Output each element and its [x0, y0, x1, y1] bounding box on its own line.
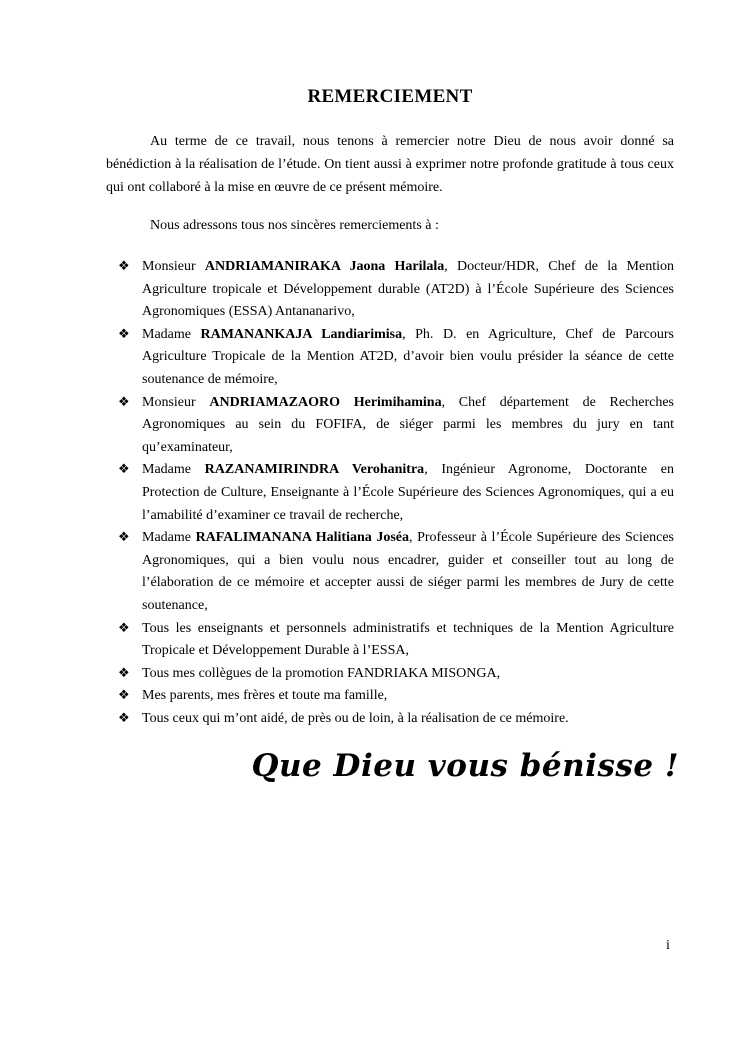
diamond-bullet-icon: ❖ — [118, 259, 130, 274]
closing-blessing: Que Dieu vous bénisse ! — [251, 748, 679, 784]
person-name: ANDRIAMAZAORO Herimihamina — [209, 394, 442, 410]
diamond-bullet-icon: ❖ — [118, 665, 130, 681]
acknowledgement-list — [118, 256, 674, 730]
person-name: RAFALIMANANA Halitiana Joséa — [195, 530, 410, 546]
list-item: ❖ Monsieur ANDRIAMAZAORO Herimihamina, Chef département de Recherches Agronomiques au sein du FOFIFA, de siéger parmi les membres du jury en tant qu’examinateur, — [118, 392, 674, 460]
list-item: ❖ Mes parents, mes frères et toute ma famille, — [118, 685, 674, 708]
person-name: RAMANANKAJA Landiarimisa — [200, 326, 403, 342]
diamond-bullet-icon: ❖ — [118, 462, 130, 478]
person-name: RAZANAMIRINDRA Verohanitra — [204, 462, 425, 478]
list-item: ❖ Madame RAFALIMANANA Halitiana Joséa, Professeur à l’École Supérieure des Sciences Agronomiques, qui a bien voulu nous encadrer, guider et conseiller tout au long de l’élaboration de ce mémoire et accepter aussi de siéger parmi les membres de Jury de cette soutenance, — [118, 527, 674, 617]
page-title: REMERCIEMENT — [307, 86, 473, 107]
diamond-bullet-icon: ❖ — [118, 394, 130, 410]
page-number: i — [666, 938, 670, 953]
list-item: ❖ Tous ceux qui m’ont aidé, de près ou de loin, à la réalisation de ce mémoire. — [118, 708, 674, 731]
list-item: ❖ Madame RAMANANKAJA Landiarimisa, Ph. D. en Agriculture, Chef de Parcours Agriculture Tropicale de la Mention AT2D, d’avoir bien voulu présider la séance de cette soutenance de mémoire, — [118, 324, 674, 392]
list-item: ❖ Monsieur ANDRIAMANIRAKA Jaona Harilala, Docteur/HDR, Chef de la Mention Agriculture tropicale et Développement durable (AT2D) à l’École Supérieure des Sciences Agronomiques (ESSA) Antananarivo, — [118, 256, 674, 324]
list-item: ❖ Madame RAZANAMIRINDRA Verohanitra, Ingénieur Agronome, Doctorante en Protection de Culture, Enseignante à l’École Supérieure des Sciences Agronomiques, qui a eu l’amabilité d’examiner ce travail de recherche, — [118, 459, 674, 527]
intro-paragraph: Au terme de ce travail, nous tenons à remercier notre Dieu de nous avoir donné sa bénédiction à la réalisation de l’étude. On tient aussi à exprimer notre profonde gratitude à tous ceux qui ont collaboré à la mise en œuvre de ce présent mémoire. — [106, 134, 674, 195]
diamond-bullet-icon: ❖ — [118, 530, 130, 546]
diamond-bullet-icon: ❖ — [118, 710, 130, 726]
diamond-bullet-icon: ❖ — [118, 326, 130, 342]
person-name: ANDRIAMANIRAKA Jaona Harilala — [204, 259, 445, 274]
list-item: ❖ Tous les enseignants et personnels administratifs et techniques de la Mention Agriculture Tropicale et Développement Durable à l’ESSA, — [118, 618, 674, 663]
list-item: ❖ Tous mes collègues de la promotion FANDRIAKA MISONGA, — [118, 663, 674, 686]
diamond-bullet-icon: ❖ — [118, 688, 130, 704]
lead-sentence: Nous adressons tous nos sincères remerciements à : — [150, 218, 439, 233]
diamond-bullet-icon: ❖ — [118, 620, 130, 636]
